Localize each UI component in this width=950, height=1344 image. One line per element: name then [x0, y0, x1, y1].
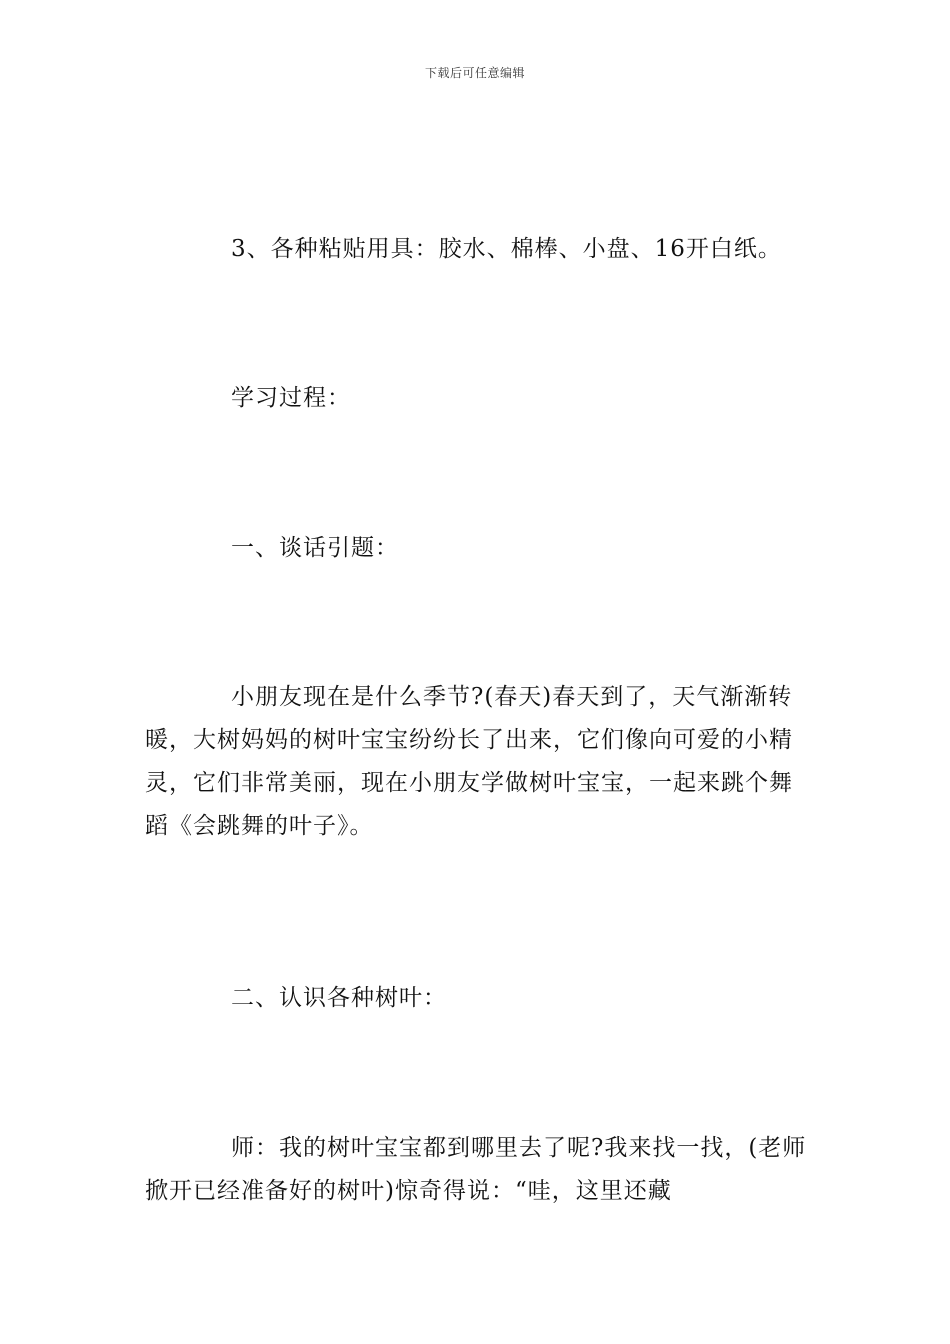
section-heading-recognize-leaves: 二、认识各种树叶：: [231, 985, 447, 1011]
page-header: 下载后可任意编辑: [424, 66, 525, 80]
section-heading-intro-talk: 一、谈话引题：: [231, 535, 399, 561]
section-heading-learning-process: 学习过程：: [231, 385, 351, 411]
teacher-dialogue-paragraph: 师：我的树叶宝宝都到哪里去了呢?我来找一找，(老师掀开已经准备好的树叶)惊奇得说：“哇，这里还藏: [145, 1135, 807, 1204]
materials-item-3: 3、各种粘贴用具：胶水、棉棒、小盘、16开白纸。: [231, 236, 782, 262]
intro-paragraph: 小朋友现在是什么季节?(春天)春天到了，天气渐渐转暖，大树妈妈的树叶宝宝纷纷长了出来，它们像向可爱的小精灵，它们非常美丽，现在小朋友学做树叶宝宝，一起来跳个舞蹈《会跳舞的叶子》。: [145, 684, 793, 839]
